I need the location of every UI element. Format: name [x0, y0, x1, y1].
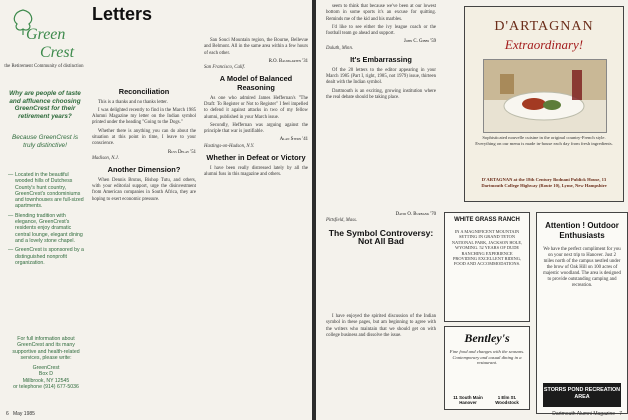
- letter-paragraph: This is a thanks and no thanks letter.: [98, 99, 168, 105]
- letters-column-4: [326, 210, 436, 249]
- letter-paragraph: Dartmouth is an exciting, growing institution where the real debate should be taking place.: [326, 88, 436, 100]
- dartagnan-tagline: Extraordinary!: [504, 37, 584, 52]
- letter-heading: A Model of Balanced Reasoning: [219, 74, 293, 93]
- letter-paragraph: I was delighted recently to find in the March 1985 Alumni Magazine my letter on the Indian symbol printed under the heading "Going to the Dogs.": [92, 107, 196, 126]
- white-grass-text: IN A MAGNIFICENT MOUNTAIN SETTING IN GRAND TETON NATIONAL PARK, JACKSON HOLE, WYOMING. 52 YEARS OF DUDE RANCHING EXPERIENCE PROVIDING EXCELLENT RIDING, FOOD AND ACCOMMODATIONS.: [451, 229, 523, 267]
- greencrest-bullets: [8, 172, 84, 269]
- letter-heading: It's Embarrassing: [350, 55, 412, 65]
- letter-signature: David O. Burbank '70: [395, 212, 436, 217]
- food-photo: [483, 59, 607, 133]
- logo-word-2: Crest: [40, 44, 75, 61]
- greencrest-footer: [8, 336, 84, 390]
- right-page: [316, 0, 628, 420]
- letters-column-3: [326, 4, 436, 103]
- letter-heading: Reconciliation: [118, 87, 170, 96]
- letter-paragraph: Of the 20 letters to the editor appearing in your March 1985 (Part I, right, 1985, not 1979) issue, thirteen dealt with the Indian symbol.: [326, 67, 436, 86]
- magazine-name: Dartmouth Alumni Magazine: [552, 411, 616, 417]
- logo-word-1: Green: [26, 26, 66, 43]
- letter-heading: The Symbol Controversy: Not All Bad: [328, 227, 434, 247]
- letter-paragraph: San Souci Mountain region, the Bourne, Bellevue and Belmont. All in the same area within a few hours of each other.: [204, 38, 308, 56]
- bullet-item: — Located in the beautiful wooded hills of Dutchess County's hunt country, GreenCrest's condominiums and townhouses are full-sized apartments.: [8, 172, 84, 210]
- page-number: 6: [6, 411, 9, 417]
- greencrest-answer: Because GreenCrest is truly distinctive!: [11, 134, 79, 149]
- bullet-item: — GreenCrest is sponsored by a distinguished nonprofit organization.: [8, 247, 84, 266]
- greencrest-logo: [4, 6, 84, 76]
- greencrest-address: [8, 365, 84, 390]
- logo-tagline: the Retirement Community of distinction: [4, 64, 84, 69]
- letter-paragraph: Whether there is anything you can do about the situation at this point in time, I leave to your conscience.: [92, 128, 196, 147]
- address-line: Millbrook, NY 12545: [22, 377, 70, 384]
- outdoor-text: We have the perfect compliment for you on your next trip to Hanover. Just 2 miles north of the campus nestled under the brow of Oak Hill on 100 acres of majestic woodland. The area is designed to provide outstanding camping and recreation.: [543, 247, 621, 288]
- letter-paragraph: Secondly, Heffernan was arguing against the principle that war is justifiable.: [204, 122, 308, 135]
- bentleys-text: Fine food and changes with the seasons. Contemporary and casual dining in a restaurant.: [449, 349, 525, 366]
- issue-date: May 1985: [12, 411, 35, 417]
- page-folio: [6, 411, 35, 417]
- outdoor-title: Attention ! Outdoor Enthusiasts: [545, 221, 619, 240]
- letter-location: Madison, N.J.: [92, 155, 119, 161]
- greencrest-question: Why are people of taste and affluence choosing GreenCrest for their retirement years?: [9, 90, 81, 120]
- white-grass-ad: [444, 212, 530, 322]
- greencrest-ad: [4, 6, 84, 406]
- letter-signature: John C. Gibbs '59: [403, 39, 436, 45]
- bullet-item: — Blending tradition with elegance, GreenCrest's residents enjoy dramatic central lounge, elegant dining and a lovely stone chapel.: [8, 213, 84, 244]
- letter-paragraph: seem to think that because we've been at our lowest bottom in some sports it's an excuse for quitting. Reminds me of the kid and his marbles.: [326, 4, 436, 22]
- dartagnan-copy: Sophisticated nouvelle cuisine in the original country-French style. Everything on our menu is made in-house each day from fresh ingredients.: [475, 135, 613, 146]
- page-folio: [552, 411, 622, 417]
- letter-paragraph: I have been really distressed lately by all the alumni fuss in this magazine and others.: [204, 165, 308, 177]
- bentleys-ad: [444, 326, 530, 410]
- letters-column-1: [92, 88, 196, 205]
- dartagnan-brand: D'ARTAGNAN: [494, 19, 594, 34]
- letter-signature: Russ Delay '51: [168, 149, 196, 155]
- page-number: 7: [619, 411, 622, 417]
- address-line: Box D: [38, 371, 54, 378]
- bentleys-location: 11 South Main Hanover: [453, 394, 483, 405]
- bentleys-location: 1 Elm St. Woodstock: [495, 394, 519, 405]
- letter-signature: R.O. Baumgarten '31: [268, 58, 308, 64]
- letter-location: Hastings-on-Hudson, N.Y.: [204, 143, 255, 149]
- letter-location: Pittsfield, Mass.: [326, 218, 358, 224]
- letter-heading: Another Dimension?: [107, 165, 181, 175]
- letter-signature: Alan Stern '41: [279, 137, 308, 143]
- letters-column-2: [204, 38, 308, 180]
- letter-paragraph: As one who admired James Heffernan's "The Draft: To Register or Not to Register" I feel impelled to defend it against attacks in two of my fellow alumni, published in your March issue.: [204, 95, 308, 120]
- outdoor-ad: [536, 212, 628, 414]
- page-title: Letters: [92, 4, 153, 24]
- letter-paragraph: I'd like to see either the ivy league coach or the football team go ahead and support.: [326, 24, 436, 37]
- address-line: GreenCrest: [32, 365, 60, 372]
- left-page: [0, 0, 312, 420]
- dartagnan-footer: D'ARTAGNAN at the 18th Century Bodnani Publick House, 13 Dartmouth College Highway (Route 10), Lyme, New Hampshire: [481, 177, 607, 188]
- bentleys-name: Bentley's: [464, 331, 510, 345]
- storrs-pond-logo: [543, 383, 621, 407]
- letter-paragraph: I have enjoyed the spirited discussion of the Indian symbol in these pages, but am beginning to agree with the writers who maintain that we should get on with college business and dissolve the issue.: [326, 314, 436, 338]
- storrs-pond-name: STORRS POND RECREATION AREA: [543, 387, 621, 400]
- letter-location: San Francisco, Calif.: [204, 65, 246, 71]
- dartagnan-ad: [464, 6, 624, 202]
- white-grass-title: WHITE GRASS RANCH: [454, 217, 520, 223]
- footer-text: For full information about GreenCrest and its many supportive and health-related services, please write:: [12, 336, 80, 361]
- letter-heading: Whether in Defeat or Victory: [206, 153, 306, 163]
- address-line: or telephone (914) 677-5036: [13, 384, 79, 391]
- letters-column-5: [326, 314, 436, 341]
- letter-paragraph: When Dennis Brutus, Bishop Tutu, and others, with your editorial support, urge the disinvestment from American companies in South Africa, they are hoping to exert economic pressure.: [92, 177, 196, 202]
- letter-location: Duluth, Minn.: [326, 45, 354, 51]
